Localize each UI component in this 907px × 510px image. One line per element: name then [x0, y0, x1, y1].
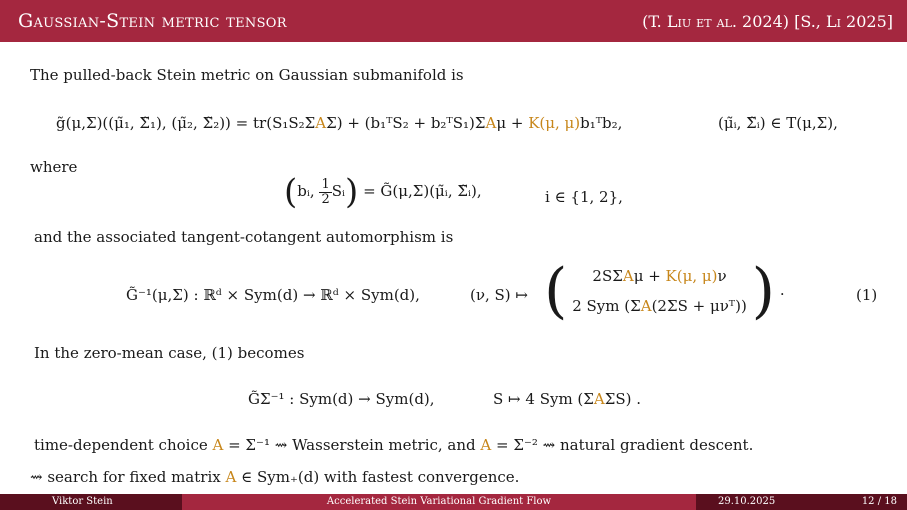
matrix-a-symbol: A [212, 436, 224, 454]
metric-mu: μ + [496, 114, 529, 132]
zero-mean-map: G̃Σ⁻¹ : Sym(d) → Sym(d), [248, 390, 435, 408]
right-big-paren: ) [751, 256, 776, 326]
left-paren: ( [284, 172, 298, 212]
where-bi: bᵢ, [297, 182, 315, 200]
metric-mid: Σ) + (b₁ᵀS₂ + b₂ᵀS₁)Σ [326, 114, 486, 132]
half-fraction: $\frac{1}{2}$ [321, 176, 330, 207]
intro-text: The pulled-back Stein metric on Gaussian submanifold is [30, 66, 464, 84]
slide-header [0, 0, 907, 42]
footer-talk-title: Accelerated Stein Variational Gradient Flow [182, 494, 696, 510]
metric-lhs: g̃(μ,Σ)((μ̃₁, Σ̃₁), (μ̃₂, Σ̃₂)) = tr(S₁S₂Σ [56, 114, 316, 132]
left-big-paren: ( [544, 256, 568, 326]
vector-row-2: 2 Sym (ΣA(2ΣS + μνᵀ)) [572, 297, 747, 315]
footer-date: 29.10.2025 [718, 496, 776, 507]
search-text: ⇝ search for fixed matrix A ∈ Sym₊(d) with fastest convergence. [30, 468, 520, 486]
matrix-a-symbol: A [485, 114, 497, 132]
matrix-a-symbol: A [225, 468, 237, 486]
matrix-a-symbol: A [315, 114, 327, 132]
inverse-map: G̃⁻¹(μ,Σ) : ℝᵈ × Sym(d) → ℝᵈ × Sym(d), [126, 286, 420, 304]
equation-number: (1) [856, 286, 878, 304]
footer-author: Viktor Stein [0, 494, 182, 510]
zero-mean-text: In the zero-mean case, (1) becomes [34, 344, 305, 362]
where-si: Sᵢ [331, 182, 346, 200]
where-eq: = G̃(μ,Σ)(μ̃ᵢ, Σ̃ᵢ), [363, 182, 482, 200]
automorphism-intro: and the associated tangent-cotangent automorphism is [34, 228, 454, 246]
matrix-a-symbol: A [593, 390, 605, 408]
slide-footer [0, 494, 907, 510]
metric-equation [56, 114, 622, 132]
vector-period: . [779, 281, 785, 299]
slide-citation: (T. Liu et al. 2024) [S., Li 2025] [642, 11, 893, 31]
vector-entries [572, 261, 747, 321]
right-paren: ) [345, 172, 359, 212]
vector-row-1: 2SΣAμ + K(μ, μ)ν [592, 267, 727, 285]
slide-content [0, 42, 907, 494]
matrix-a-symbol: A [480, 436, 492, 454]
footer-page-number: 12 / 18 [861, 496, 897, 507]
footer-meta [696, 494, 907, 510]
metric-end: b₁ᵀb₂, [580, 114, 623, 132]
zero-mean-image: S ↦ 4 Sym (ΣAΣS) . [493, 390, 642, 408]
where-text: where [30, 158, 78, 176]
where-equation [284, 172, 482, 212]
kernel-term: K(μ, μ) [528, 114, 581, 132]
metric-domain: (μ̃ᵢ, Σ̃ᵢ) ∈ T(μ,Σ), [718, 114, 838, 132]
where-index: i ∈ {1, 2}, [545, 188, 623, 206]
map-argument: (ν, S) ↦ [470, 286, 528, 304]
image-vector [544, 256, 785, 326]
choice-text: time-dependent choice A = Σ⁻¹ ⇝ Wasserstein metric, and A = Σ⁻² ⇝ natural gradient descent. [34, 436, 754, 454]
slide-title: Gaussian-Stein metric tensor [18, 10, 287, 32]
